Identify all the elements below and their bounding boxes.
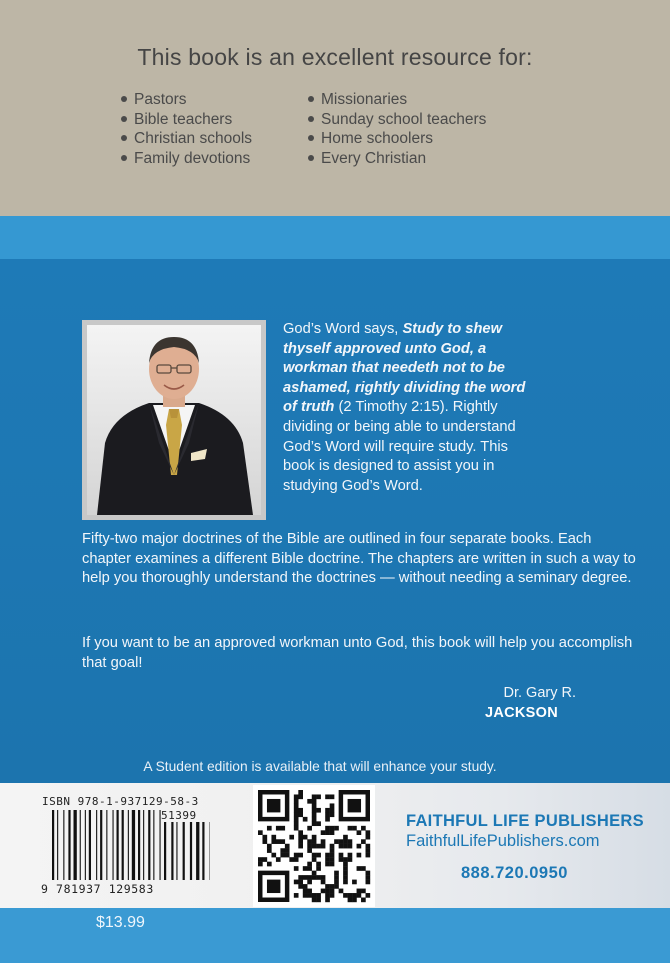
author-photo <box>87 325 261 515</box>
verse-followup: (2 Timothy 2:15). Rightly dividing or being able to understand God’s Word will require study. This book is designed to assist you in studying God’s Word. <box>283 399 516 494</box>
list-item: Missionaries <box>308 90 486 110</box>
author-photo-frame <box>82 320 266 520</box>
resources-list-left <box>121 90 252 168</box>
list-item: Christian schools <box>121 129 252 149</box>
price-label: $13.99 <box>96 914 145 931</box>
isbn-addon: 51399 <box>161 809 197 822</box>
author-name-line1: Dr. Gary R. <box>503 685 576 701</box>
resources-heading: This book is an excellent resource for: <box>137 44 533 70</box>
publisher-website[interactable]: FaithfulLifePublishers.com <box>406 832 600 850</box>
intro-paragraph <box>283 320 533 496</box>
divider-band <box>0 216 670 259</box>
list-item: Bible teachers <box>121 110 252 130</box>
barcode-digits: 9 781937 129583 <box>41 882 154 896</box>
qr-code <box>253 785 375 907</box>
goal-paragraph: If you want to be an approved workman unto God, this book will help you accomplish that goal! <box>82 635 633 671</box>
intro-text: God’s Word says, <box>283 321 403 337</box>
doctrines-paragraph: Fifty-two major doctrines of the Bible are outlined in four separate books. Each chapter examines a different Bible doctrine. The chapters are written in such a way to help you thoroughly understand the doctrines — without needing a seminary degree. <box>82 531 636 587</box>
list-item: Sunday school teachers <box>308 110 486 130</box>
list-item: Home schoolers <box>308 129 486 149</box>
list-item: Every Christian <box>308 149 486 169</box>
publisher-name: FAITHFUL LIFE PUBLISHERS <box>406 812 644 830</box>
resources-list-right <box>308 90 486 168</box>
list-item: Family devotions <box>121 149 252 169</box>
verse-quote: Study to shew thyself approved unto God, a workman that needeth not to be ashamed, rightly dividing the word of truth <box>283 321 526 416</box>
isbn-text: ISBN 978-1-937129-58-3 <box>42 795 199 808</box>
author-name-line2: JACKSON <box>485 705 558 721</box>
barcode-image <box>52 810 210 880</box>
publisher-phone: 888.720.0950 <box>461 864 568 882</box>
student-edition-note: A Student edition is available that will enhance your study. <box>143 759 497 774</box>
list-item: Pastors <box>121 90 252 110</box>
